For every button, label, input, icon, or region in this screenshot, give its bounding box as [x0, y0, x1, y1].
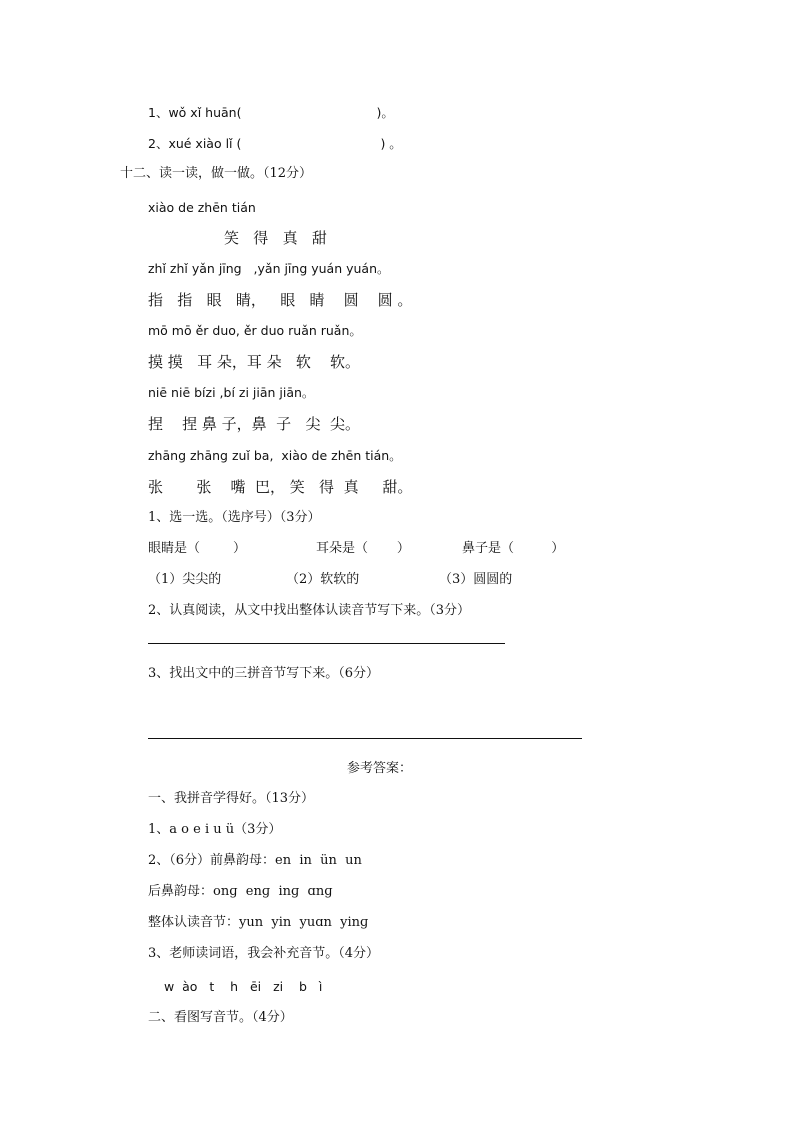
- question-1-option-2: （2）软软的: [286, 572, 360, 587]
- answer-2: 2、（6分）前鼻韵母：en in ün un: [148, 853, 362, 868]
- answer-2-back-nasal: 后鼻韵母：onɡ enɡ inɡ ɑnɡ: [148, 884, 333, 899]
- poem-line-2-pinyin: mō mō ěr duo, ěr duo ruǎn ruǎn。: [148, 323, 362, 338]
- question-2-label: 2、认真阅读，从文中找出整体认读音节写下来。（3分）: [148, 603, 471, 618]
- question-3-label: 3、找出文中的三拼音节写下来。（6分）: [148, 666, 380, 681]
- answer-1: 1、a o e i u ü（3分）: [148, 822, 282, 837]
- answers-section-1-heading: 一、我拼音学得好。（13分）: [148, 791, 315, 806]
- poem-line-2-hanzi: 摸 摸 耳 朵，耳 朵 软 软。: [148, 353, 360, 371]
- poem-title-pinyin: xiào de zhēn tián: [148, 200, 256, 215]
- section-12-heading: 十二、读一读，做一做。（12分）: [120, 166, 313, 181]
- poem-line-4-pinyin: zhāng zhāng zuǐ ba, xiào de zhēn tián。: [148, 448, 402, 463]
- poem-line-1-pinyin: zhǐ zhǐ yǎn jīng ,yǎn jīng yuán yuán。: [148, 261, 390, 276]
- answer-2-whole-syllables: 整体认读音节：yun yin yuɑn yinɡ: [148, 915, 369, 930]
- poem-line-3-hanzi: 捏 捏 鼻 子，鼻 子 尖 尖。: [148, 415, 360, 433]
- question-1-option-3: （3）圆圆的: [439, 572, 513, 587]
- answers-title: 参考答案：: [347, 761, 413, 776]
- answers-section-2-heading: 二、看图写音节。（4分）: [148, 1010, 293, 1025]
- answer-3-syllables: w ào t h ēi zi b ì: [156, 979, 323, 994]
- question-2-answer-line: [148, 643, 505, 644]
- poem-line-3-pinyin: niē niē bízi ,bí zi jiān jiān。: [148, 385, 315, 400]
- poem-title: 笑 得 真 甜: [224, 229, 327, 247]
- exercise-q1: 1、wǒ xǐ huān( )。: [148, 105, 394, 120]
- question-1-blank-eyes: 眼睛是（ ）: [148, 541, 247, 556]
- question-3-answer-line: [148, 738, 582, 739]
- question-1-label: 1、选一选。（选序号）（3分）: [148, 510, 321, 525]
- answer-3: 3、老师读词语，我会补充音节。（4分）: [148, 946, 380, 961]
- question-1-blank-nose: 鼻子是（ ）: [462, 541, 565, 556]
- poem-line-4-hanzi: 张 张 嘴 巴， 笑 得 真 甜。: [148, 478, 413, 496]
- poem-line-1-hanzi: 指 指 眼 睛， 眼 睛 圆 圆 。: [148, 291, 413, 309]
- exercise-q2: 2、xué xiào lǐ ( ) 。: [148, 136, 402, 151]
- question-1-option-1: （1）尖尖的: [148, 572, 222, 587]
- question-1-blank-ears: 耳朵是（ ）: [316, 541, 410, 556]
